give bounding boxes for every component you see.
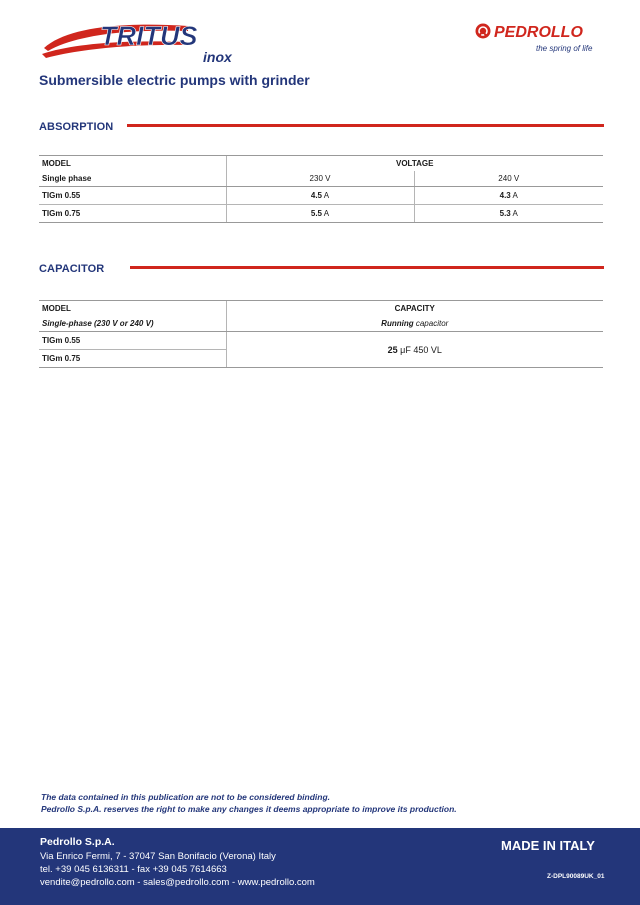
disclaimer	[41, 791, 457, 815]
absorption-subheader-row	[39, 171, 603, 187]
current-unit: A	[323, 209, 330, 218]
subheader-single-phase: Single phase	[39, 171, 226, 187]
current-unit: A	[512, 191, 518, 200]
footer	[0, 828, 640, 905]
company-contacts	[40, 850, 315, 889]
capacity-value-cell	[226, 332, 603, 368]
absorption-header-row	[39, 156, 603, 172]
capacity-value: 25	[387, 344, 398, 355]
page-title: Submersible electric pumps with grinder	[39, 72, 310, 88]
tritus-inox-logo	[38, 18, 258, 66]
subheader-single-phase: Single-phase (230 V or 240 V)	[39, 316, 226, 332]
table-row	[39, 332, 603, 350]
current-230v-cell	[226, 187, 414, 205]
current-240v-cell	[414, 187, 603, 205]
col-capacity-header: CAPACITY	[226, 301, 603, 317]
capacitor-heading: CAPACITOR	[39, 263, 105, 275]
col-model-header: MODEL	[39, 156, 226, 172]
model-cell: TIGm 0.75	[39, 350, 226, 368]
current-240v-cell	[414, 205, 603, 223]
subheader-running: Running	[381, 319, 414, 328]
current-value: 5.5	[310, 209, 322, 218]
absorption-table	[39, 155, 603, 223]
disclaimer-line: Pedrollo S.p.A. reserves the right to make any changes it deems appropriate to improve its production.	[41, 804, 457, 814]
current-unit: A	[512, 209, 518, 218]
absorption-divider	[127, 124, 604, 127]
current-value: 5.3	[499, 209, 511, 218]
document-code: Z-DPL90089UK_01	[547, 873, 605, 880]
pedrollo-logo	[474, 20, 614, 56]
current-unit: A	[323, 191, 330, 200]
svg-text:inox: inox	[203, 49, 232, 65]
company-address: Via Enrico Fermi, 7 - 37047 San Bonifacio (Verona) Italy	[40, 851, 276, 862]
subheader-running-capacitor	[226, 316, 603, 332]
svg-text:PEDROLLO: PEDROLLO	[494, 24, 583, 41]
company-name: Pedrollo S.p.A.	[40, 836, 115, 848]
capacitor-header-row	[39, 301, 603, 317]
col-model-header: MODEL	[39, 301, 226, 317]
made-in-italy: MADE IN ITALY	[501, 838, 595, 853]
model-cell: TIGm 0.55	[39, 332, 226, 350]
subheader-230v: 230 V	[226, 171, 414, 187]
capacitor-subheader-row	[39, 316, 603, 332]
subheader-capacitor: capacitor	[415, 319, 449, 328]
capacitor-table	[39, 300, 603, 368]
model-cell: TIGm 0.75	[39, 205, 226, 223]
current-value: 4.3	[499, 191, 511, 200]
company-emails: vendite@pedrollo.com - sales@pedrollo.com - www.pedrollo.com	[40, 877, 315, 888]
capacitor-divider	[130, 266, 604, 269]
company-phone: tel. +39 045 6136311 - fax +39 045 7614663	[40, 864, 227, 875]
disclaimer-line: The data contained in this publication are not to be considered binding.	[41, 792, 331, 802]
model-cell: TIGm 0.55	[39, 187, 226, 205]
capacity-unit: μF 450 VL	[400, 344, 442, 355]
table-row	[39, 187, 603, 205]
table-row	[39, 205, 603, 223]
current-value: 4.5	[310, 191, 322, 200]
subheader-240v: 240 V	[414, 171, 603, 187]
absorption-heading: ABSORPTION	[39, 121, 114, 133]
svg-text:the spring of life: the spring of life	[536, 44, 593, 53]
svg-text:TRITUS: TRITUS	[100, 21, 198, 51]
current-230v-cell	[226, 205, 414, 223]
col-voltage-header: VOLTAGE	[226, 156, 603, 172]
